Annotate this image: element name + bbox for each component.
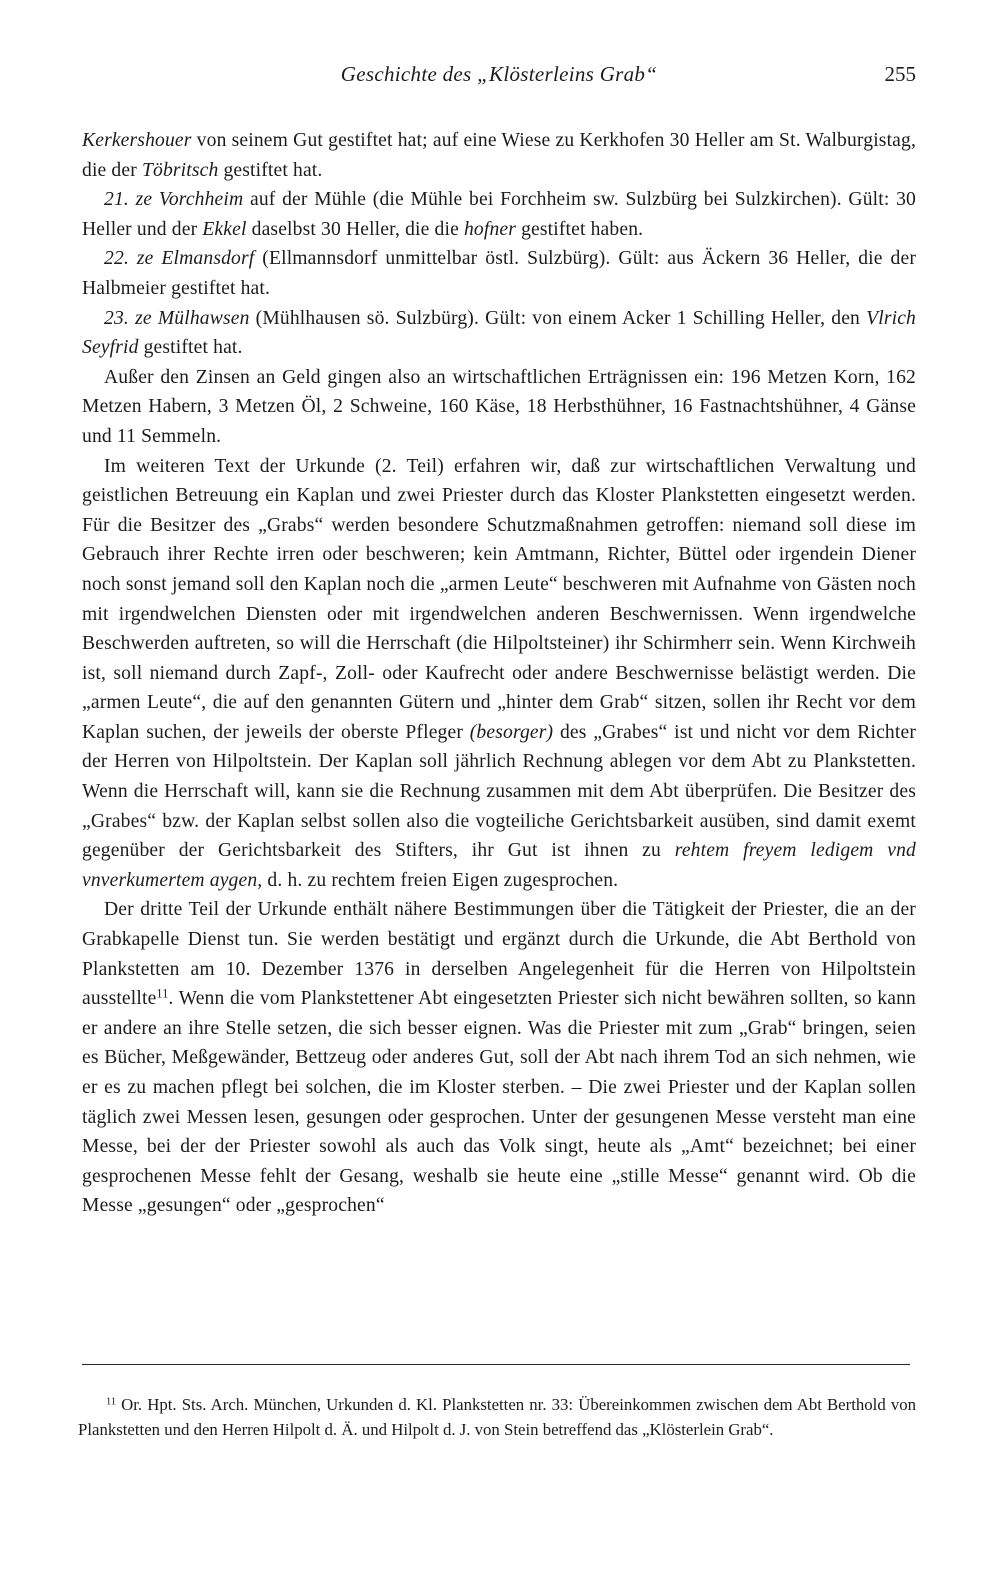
- text-run: von seinem Gut gestiftet hat; auf eine Wiese zu Kerkhofen 30 Heller am St. Walburgistag, die der: [82, 130, 916, 181]
- text-run: Der dritte Teil der Urkunde enthält nähere Bestimmungen über die Tätigkeit der Priester, die an der Grabkapelle Dienst tun. Sie werden bestätigt und ergänzt durch die Urkunde, die Abt Berthold von Plankstetten am 10. Dezember 1376 in derselben Angelegenheit für die Herren von Hilpoltstein ausstellte: [82, 899, 916, 1010]
- body-text: [82, 126, 916, 1221]
- text-run: gestiftet hat.: [218, 159, 323, 181]
- text-run: Im weiteren Text der Urkunde (2. Teil) erfahren wir, daß zur wirtschaftlichen Verwaltung und geistlichen Betreuung ein Kaplan und zwei Priester durch das Kloster Plankstetten eingesetzt werden. Für die Besitzer des „Grabs“ werden besondere Schutzmaßnahmen getroffen: niemand soll diese im Gebrauch ihrer Rechte irren oder beschweren; kein Amtmann, Richter, Büttel oder irgendein Diener noch sonst jemand soll den Kaplan noch die „armen Leute“ beschweren mit Aufnahme von Gästen noch mit irgendwelchen Diensten oder mit irgendwelchen anderen Beschwernissen. Wenn irgendwelche Beschwerden auftreten, so will die Herrschaft (die Hilpoltsteiner) ihr Schirmherr sein. Wenn Kirchweih ist, soll niemand durch Zapf-, Zoll- oder Kaufrecht oder andere Beschwernisse belästigt werden. Die „armen Leute“, die auf den genannten Gütern und „hinter dem Grab“ sitzen, sollen ihr Recht vor dem Kaplan suchen, der jeweils der oberste Pfleger: [82, 455, 916, 743]
- running-title: Geschichte des „Klösterleins Grab“: [340, 62, 658, 86]
- paragraph: [82, 304, 916, 363]
- text-run: gestiftet hat.: [138, 337, 243, 359]
- paragraph: [82, 363, 916, 452]
- text-run: (Ellmannsdorf unmittelbar östl. Sulzbürg). Gült: aus Äckern 36 Heller, die der Halbmeier gestiftet hat.: [82, 248, 916, 299]
- page-number: 255: [884, 62, 916, 86]
- text-run: Or. Hpt. Sts. Arch. München, Urkunden d. Kl. Plankstetten nr. 33: Übereinkommen zwischen dem Abt Berthold von Plankstetten und den Herren Hilpolt d. Ä. und Hilpolt d. J. von Stein betreffend das „Klösterlein Grab“.: [78, 1395, 916, 1439]
- name-italic: Vlrich Seyfrid: [82, 307, 916, 359]
- paragraph: [82, 895, 916, 1221]
- footnote: [78, 1392, 916, 1442]
- text-run: gestiftet haben.: [516, 218, 644, 240]
- paragraph: [82, 185, 916, 244]
- footnote-divider: [82, 1364, 910, 1365]
- text-run: . Wenn die vom Plankstettener Abt eingesetzten Priester sich nicht bewähren sollten, so kann er andere an ihre Stelle setzen, die sich besser eignen. Was die Priester mit zum „Grab“ bringen, seien es Bücher, Meßgewänder, Bettzeug oder anderes Gut, soll der Abt nach ihrem Tod an sich nehmen, wie er es zu machen pflegt bei solchen, die im Kloster sterben. – Die zwei Priester und der Kaplan sollen täglich zwei Messen lesen, gesungen oder gesprochen. Unter der gesungenen Messe versteht man eine Messe, bei der der Priester sowohl als auch das Volk singt, heute als „Amt“ bezeichnet; bei einer gesprochenen Messe fehlt der Gesang, weshalb sie heute eine „stille Messe“ genannt wird. Ob die Messe „gesungen“ oder „gesprochen“: [82, 988, 916, 1217]
- name-italic: Töbritsch: [141, 159, 219, 181]
- paragraph: [82, 244, 916, 303]
- name-italic: hofner: [463, 218, 517, 240]
- footnote-number: 11: [106, 1396, 117, 1408]
- text-run: d. h. zu rechtem freien Eigen zugesprochen.: [262, 869, 619, 891]
- page-header: [82, 62, 916, 102]
- name-italic: Kerkershouer: [82, 130, 192, 151]
- text-run: (Mühlhausen sö. Sulzbürg). Gült: von einem Acker 1 Schilling Heller, den: [249, 307, 867, 329]
- text-run: daselbst 30 Heller, die die: [246, 218, 464, 240]
- paragraph: [82, 452, 916, 896]
- place-italic: 22. ze Elmansdorf: [104, 248, 255, 270]
- text-run: Außer den Zinsen an Geld gingen also an wirtschaftlichen Erträgnissen ein: 196 Metzen Korn, 162 Metzen Habern, 3 Metzen Öl, 2 Schweine, 160 Käse, 18 Herbsthühner, 16 Fastnachtshühner, 4 Gänse und 11 Semmeln.: [82, 366, 916, 447]
- quote-italic: rehtem freyem ledigem vnd vnverkumertem aygen,: [82, 840, 916, 891]
- text-run: auf der Mühle (die Mühle bei Forchheim sw. Sulzbürg bei Sulzkirchen). Gült: 30 Heller und der: [82, 189, 916, 240]
- name-italic: Ekkel: [202, 218, 247, 240]
- paragraph: [82, 126, 916, 185]
- place-italic: 21. ze Vorchheim: [104, 189, 244, 211]
- text-run: des „Grabes“ ist und nicht vor dem Richter der Herren von Hilpoltstein. Der Kaplan soll jährlich Rechnung ablegen vor dem Abt zu Plankstetten. Wenn die Herrschaft will, kann sie die Rechnung zusammen mit dem Abt überprüfen. Die Besitzer des „Grabes“ bzw. der Kaplan selbst sollen also die vogteiliche Gerichtsbarkeit ausüben, sind damit exemt gegenüber der Gerichtsbarkeit des Stifters, ihr Gut ist ihnen zu: [82, 721, 916, 862]
- place-italic: 23. ze Mülhawsen: [104, 307, 250, 329]
- footnote-reference[interactable]: 11: [156, 986, 169, 1001]
- footnote-text: [78, 1392, 916, 1442]
- term-italic: (besorger): [469, 721, 554, 743]
